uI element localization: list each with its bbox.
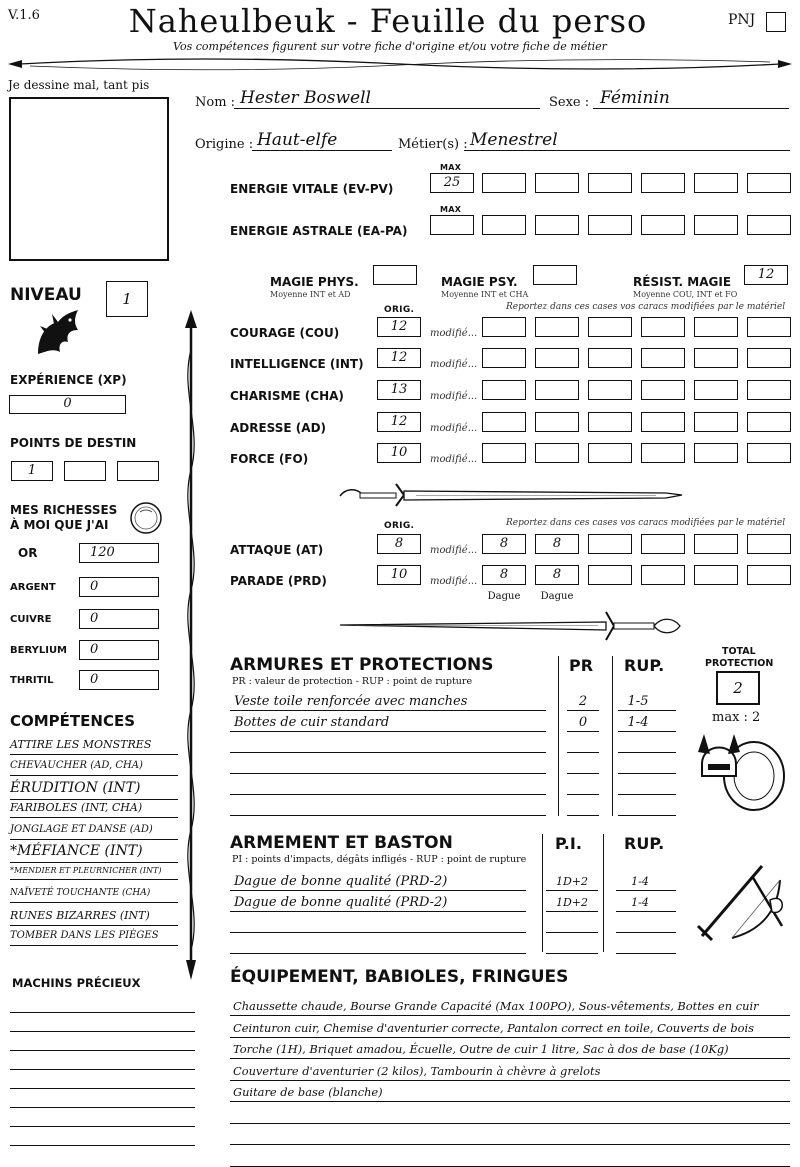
ev-track-box[interactable] (482, 173, 526, 193)
armure-name: Bottes de cuir standard (234, 715, 390, 730)
competence-item: RUNES BIZARRES (INT) (10, 909, 150, 922)
richesse-label: OR (18, 546, 38, 560)
carac-modified-box[interactable] (641, 348, 685, 368)
equipement-line[interactable] (230, 1101, 790, 1102)
armure-rup-line[interactable] (618, 731, 676, 732)
experience-value: 0 (63, 396, 72, 411)
richesse-label: ARGENT (10, 582, 56, 593)
equipement-item: Chaussette chaude, Bourse Grande Capacité (Max 100PO), Sous-vêtements, Bottes en cuir (233, 999, 759, 1013)
arme-rup-line[interactable] (616, 911, 676, 912)
armement-col-pi: P.I. (555, 834, 582, 853)
competence-line (10, 902, 178, 903)
combat-modified-box[interactable] (747, 565, 791, 585)
richesse-value: 0 (90, 672, 99, 687)
carac-modified-box[interactable] (641, 412, 685, 432)
combat-orig-label: ORIG. (384, 521, 415, 531)
armure-line[interactable] (230, 752, 546, 753)
richesse-value: 0 (90, 611, 99, 626)
competence-line (10, 945, 178, 946)
attaque-modified-label: modifié... (430, 545, 478, 556)
armure-pr-line[interactable] (567, 731, 599, 732)
magie-phys-note: Moyenne INT et AD (270, 290, 351, 299)
ea-track-box[interactable] (747, 215, 791, 235)
carac-modified-box[interactable] (641, 317, 685, 337)
portrait-caption: Je dessine mal, tant pis (8, 78, 150, 92)
experience-label: EXPÉRIENCE (XP) (10, 373, 127, 387)
carac-modified-box[interactable] (482, 380, 526, 400)
combat-note: Reportez dans ces cases vos caracs modifiées par le matériel (506, 518, 786, 528)
carac-modified-box[interactable] (535, 348, 579, 368)
armure-pr: 0 (578, 715, 588, 730)
carac-label: ADRESSE (AD) (230, 421, 327, 435)
carac-modified-box[interactable] (747, 348, 791, 368)
armure-line[interactable] (230, 731, 546, 732)
carac-modified-box[interactable] (747, 412, 791, 432)
armure-rup-line[interactable] (618, 794, 676, 795)
carac-modified-box[interactable] (535, 443, 579, 463)
armement-title: ARMEMENT ET BASTON (230, 833, 453, 853)
armure-rup: 1-5 (627, 694, 649, 709)
competence-line (10, 799, 178, 800)
armure-rup-line[interactable] (618, 815, 676, 816)
richesse-label: BERYLIUM (10, 645, 68, 656)
arme-rup-line[interactable] (616, 953, 676, 954)
magie-phys-label: MAGIE PHYS. (270, 275, 359, 289)
carac-modified-box[interactable] (588, 348, 632, 368)
arme-pi-line[interactable] (546, 911, 598, 912)
carac-modified-box[interactable] (641, 380, 685, 400)
carac-label: FORCE (FO) (230, 452, 309, 466)
carac-modified-box[interactable] (482, 412, 526, 432)
coin-icon (128, 500, 164, 536)
competence-line (10, 839, 178, 840)
arme-pi-line[interactable] (546, 890, 598, 891)
armures-title: ARMURES ET PROTECTIONS (230, 655, 494, 675)
machin-line[interactable] (10, 1031, 195, 1032)
equipement-line[interactable] (230, 1037, 790, 1038)
combat-modified-value: 8 (499, 567, 509, 582)
destin-box[interactable] (117, 461, 159, 481)
destin-box[interactable] (64, 461, 106, 481)
carac-modified-box[interactable] (588, 443, 632, 463)
combat-modified-box[interactable] (747, 534, 791, 554)
richesses-label-2: À MOI QUE J'AI (10, 518, 109, 532)
niveau-label: NIVEAU (10, 285, 82, 305)
ev-track-box[interactable] (747, 173, 791, 193)
carac-modified-box[interactable] (641, 443, 685, 463)
richesse-value: 120 (90, 545, 115, 560)
equipement-line[interactable] (230, 1080, 790, 1081)
armure-pr-line[interactable] (567, 710, 599, 711)
page-title: Naheulbeuk - Feuille du perso (128, 2, 648, 40)
combat-modified-value: 8 (552, 536, 562, 551)
armure-pr: 2 (578, 694, 588, 709)
origine-label: Origine : (195, 137, 254, 152)
ev-track-box[interactable] (641, 173, 685, 193)
arme-rup-line[interactable] (616, 932, 676, 933)
arme-line[interactable] (230, 911, 526, 912)
nom-label: Nom : (195, 95, 236, 110)
carac-modified-label: modifié... (430, 328, 478, 339)
ea-track-box[interactable] (694, 215, 738, 235)
carac-modified-box[interactable] (694, 412, 738, 432)
competence-line (10, 817, 178, 818)
total-protection-label-1: TOTAL (722, 646, 756, 657)
destin-label: POINTS DE DESTIN (10, 436, 137, 450)
sword-ornament-2 (336, 608, 686, 642)
magie-psy-note: Moyenne INT et CHA (441, 290, 529, 299)
armure-rup: 1-4 (627, 715, 649, 730)
ea-max-box[interactable] (430, 215, 474, 235)
max-protection: max : 2 (712, 710, 761, 725)
destin-value: 1 (27, 463, 37, 478)
competence-line (10, 879, 178, 880)
nom-value[interactable]: Hester Boswell (240, 88, 371, 108)
richesse-label: CUIVRE (10, 614, 52, 625)
combat-modified-value: 8 (552, 567, 562, 582)
combat-modified-box[interactable] (694, 565, 738, 585)
ea-max-label: MAX (440, 205, 462, 214)
competence-item: JONGLAGE ET DANSE (AD) (10, 824, 153, 835)
attaque-label: ATTAQUE (AT) (230, 543, 324, 557)
weapon-caption: Dague (540, 591, 574, 602)
armement-col-rup: RUP. (624, 834, 665, 853)
competence-item: NAÏVETÉ TOUCHANTE (CHA) (10, 888, 151, 898)
richesse-label: THRITIL (10, 675, 54, 686)
equipement-line[interactable] (230, 1058, 790, 1059)
equipement-line[interactable] (230, 1123, 790, 1124)
carac-label: COURAGE (COU) (230, 326, 340, 340)
machin-line[interactable] (10, 1145, 195, 1146)
arme-pi: 1D+2 (555, 875, 589, 888)
carac-modified-label: modifié... (430, 391, 478, 402)
carac-modified-box[interactable] (588, 380, 632, 400)
weapon-caption: Dague (487, 591, 521, 602)
carac-modified-box[interactable] (482, 443, 526, 463)
carac-modified-box[interactable] (694, 348, 738, 368)
parade-label: PARADE (PRD) (230, 574, 327, 588)
arme-line[interactable] (230, 953, 526, 954)
equipement-item: Torche (1H), Briquet amadou, Écuelle, Outre de cuir 1 litre, Sac à dos de base (10Kg) (233, 1042, 729, 1056)
resist-magie-label: RÉSIST. MAGIE (633, 275, 732, 289)
ev-track-box[interactable] (694, 173, 738, 193)
combat-modified-box[interactable] (588, 565, 632, 585)
carac-modified-box[interactable] (588, 412, 632, 432)
competence-line (10, 862, 178, 863)
armures-note: PR : valeur de protection - RUP : point de rupture (232, 676, 473, 687)
armure-line[interactable] (230, 773, 546, 774)
combat-modified-box[interactable] (641, 534, 685, 554)
carac-modified-box[interactable] (747, 380, 791, 400)
pnj-checkbox[interactable] (766, 12, 786, 32)
machin-line[interactable] (10, 1050, 195, 1051)
richesse-value: 0 (90, 642, 99, 657)
ev-max-value: 25 (443, 175, 461, 190)
weapons-icon (692, 856, 788, 946)
machin-line[interactable] (10, 1107, 195, 1108)
metier-label: Métier(s) : (398, 137, 468, 152)
equipement-item: Couverture d'aventurier (2 kilos), Tambourin à chèvre à grelots (233, 1063, 601, 1078)
machin-line[interactable] (10, 1126, 195, 1127)
page-subtitle: Vos compétences figurent sur votre fiche d'origine et/ou votre fiche de métier (173, 40, 607, 53)
ea-label: ENERGIE ASTRALE (EA-PA) (230, 224, 408, 238)
combat-modified-box[interactable] (588, 534, 632, 554)
dragon-icon (28, 304, 88, 364)
machin-line[interactable] (10, 1088, 195, 1089)
carac-label: CHARISME (CHA) (230, 389, 344, 403)
richesses-label-1: MES RICHESSES (10, 503, 118, 517)
carac-orig-value: 10 (390, 445, 408, 460)
equipement-item: Guitare de base (blanche) (233, 1085, 383, 1099)
portrait-box[interactable] (9, 97, 169, 261)
caracs-orig-label: ORIG. (384, 305, 415, 315)
equipement-item: Ceinturon cuir, Chemise d'aventurier correcte, Pantalon correct en toile, Couverts de bois (233, 1020, 755, 1035)
equipement-title: ÉQUIPEMENT, BABIOLES, FRINGUES (230, 967, 569, 987)
competence-item: *MENDIER ET PLEURNICHER (INT) (10, 866, 162, 875)
competence-item: TOMBER DANS LES PIÈGES (10, 930, 159, 941)
combat-modified-box[interactable] (641, 565, 685, 585)
ev-label: ENERGIE VITALE (EV-PV) (230, 182, 394, 196)
caracs-note: Reportez dans ces cases vos caracs modifiées par le matériel (506, 302, 786, 312)
sexe-label: Sexe : (549, 95, 590, 110)
arme-rup-line[interactable] (616, 890, 676, 891)
ev-max-label: MAX (440, 163, 462, 172)
richesse-value: 0 (90, 579, 99, 594)
carac-modified-box[interactable] (694, 380, 738, 400)
arme-name: Dague de bonne qualité (PRD-2) (234, 874, 448, 889)
total-protection-value: 2 (733, 679, 743, 697)
header-vine-ornament (0, 52, 800, 74)
machin-line[interactable] (10, 1069, 195, 1070)
shield-helmet-icon (694, 728, 788, 814)
carac-orig-value: 12 (390, 350, 408, 365)
armures-col-pr: PR (569, 656, 594, 675)
competence-line (10, 754, 178, 755)
origine-value[interactable]: Haut-elfe (257, 130, 338, 150)
armement-note: PI : points d'impacts, dégâts infligés - RUP : point de rupture (232, 854, 527, 865)
carac-modified-box[interactable] (747, 443, 791, 463)
machins-label: MACHINS PRÉCIEUX (12, 976, 141, 990)
carac-modified-box[interactable] (747, 317, 791, 337)
competences-label: COMPÉTENCES (10, 712, 136, 730)
ea-track-box[interactable] (641, 215, 685, 235)
armure-pr-line[interactable] (567, 815, 599, 816)
competence-item: *MÉFIANCE (INT) (10, 843, 143, 859)
magie-psy-label: MAGIE PSY. (441, 275, 518, 289)
carac-modified-box[interactable] (535, 412, 579, 432)
arme-line[interactable] (230, 890, 526, 891)
equipement-line[interactable] (230, 1015, 790, 1016)
carac-modified-label: modifié... (430, 423, 478, 434)
carac-orig-value: 12 (390, 414, 408, 429)
competence-item: FARIBOLES (INT, CHA) (10, 801, 143, 814)
armure-pr-line[interactable] (567, 752, 599, 753)
ev-track-box[interactable] (588, 173, 632, 193)
competence-line (10, 925, 178, 926)
carac-orig-value: 13 (390, 382, 408, 397)
arme-rup: 1-4 (631, 875, 649, 888)
resist-magie-value: 12 (757, 267, 775, 282)
ea-track-box[interactable] (588, 215, 632, 235)
carac-modified-label: modifié... (430, 454, 478, 465)
carac-modified-box[interactable] (482, 317, 526, 337)
armure-line[interactable] (230, 710, 546, 711)
combat-modified-value: 8 (499, 536, 509, 551)
total-protection-label-2: PROTECTION (705, 658, 774, 669)
resist-magie-note: Moyenne COU, INT et FO (633, 290, 738, 299)
arme-line[interactable] (230, 932, 526, 933)
equipement-line[interactable] (230, 1144, 790, 1145)
carac-modified-box[interactable] (535, 317, 579, 337)
armure-rup-line[interactable] (618, 710, 676, 711)
carac-modified-label: modifié... (430, 359, 478, 370)
carac-modified-box[interactable] (694, 443, 738, 463)
machin-line[interactable] (10, 1012, 195, 1013)
armure-rup-line[interactable] (618, 773, 676, 774)
carac-modified-box[interactable] (694, 317, 738, 337)
arme-pi-line[interactable] (546, 932, 598, 933)
armure-pr-line[interactable] (567, 794, 599, 795)
armure-pr-line[interactable] (567, 773, 599, 774)
pnj-label: PNJ (728, 12, 756, 28)
parade-orig-value: 10 (390, 567, 408, 582)
equipement-line[interactable] (230, 1166, 790, 1167)
ea-track-box[interactable] (535, 215, 579, 235)
magie-phys-box[interactable] (373, 265, 417, 285)
magie-psy-box[interactable] (533, 265, 577, 285)
staff-ornament (176, 310, 206, 980)
niveau-value: 1 (122, 290, 132, 308)
armures-col-rup: RUP. (624, 656, 665, 675)
carac-label: INTELLIGENCE (INT) (230, 357, 364, 371)
competence-line (10, 775, 178, 776)
attaque-orig-value: 8 (394, 536, 404, 551)
arme-rup: 1-4 (631, 896, 649, 909)
arme-pi-line[interactable] (546, 953, 598, 954)
armure-name: Veste toile renforcée avec manches (234, 694, 468, 709)
competence-item: ÉRUDITION (INT) (10, 780, 141, 796)
ea-track-box[interactable] (482, 215, 526, 235)
combat-modified-box[interactable] (694, 534, 738, 554)
carac-orig-value: 12 (390, 319, 408, 334)
parade-modified-label: modifié... (430, 576, 478, 587)
ev-track-box[interactable] (535, 173, 579, 193)
carac-modified-box[interactable] (535, 380, 579, 400)
carac-modified-box[interactable] (482, 348, 526, 368)
sexe-value[interactable]: Féminin (600, 88, 670, 108)
armure-rup-line[interactable] (618, 752, 676, 753)
competence-item: CHEVAUCHER (AD, CHA) (10, 760, 143, 771)
competence-item: ATTIRE LES MONSTRES (10, 738, 152, 751)
arme-pi: 1D+2 (555, 896, 589, 909)
version-label: V.1.6 (8, 8, 40, 23)
sword-ornament-1 (336, 478, 686, 512)
carac-modified-box[interactable] (588, 317, 632, 337)
armure-line[interactable] (230, 794, 546, 795)
arme-name: Dague de bonne qualité (PRD-2) (234, 895, 448, 910)
armure-line[interactable] (230, 815, 546, 816)
metier-value[interactable]: Menestrel (470, 130, 558, 150)
